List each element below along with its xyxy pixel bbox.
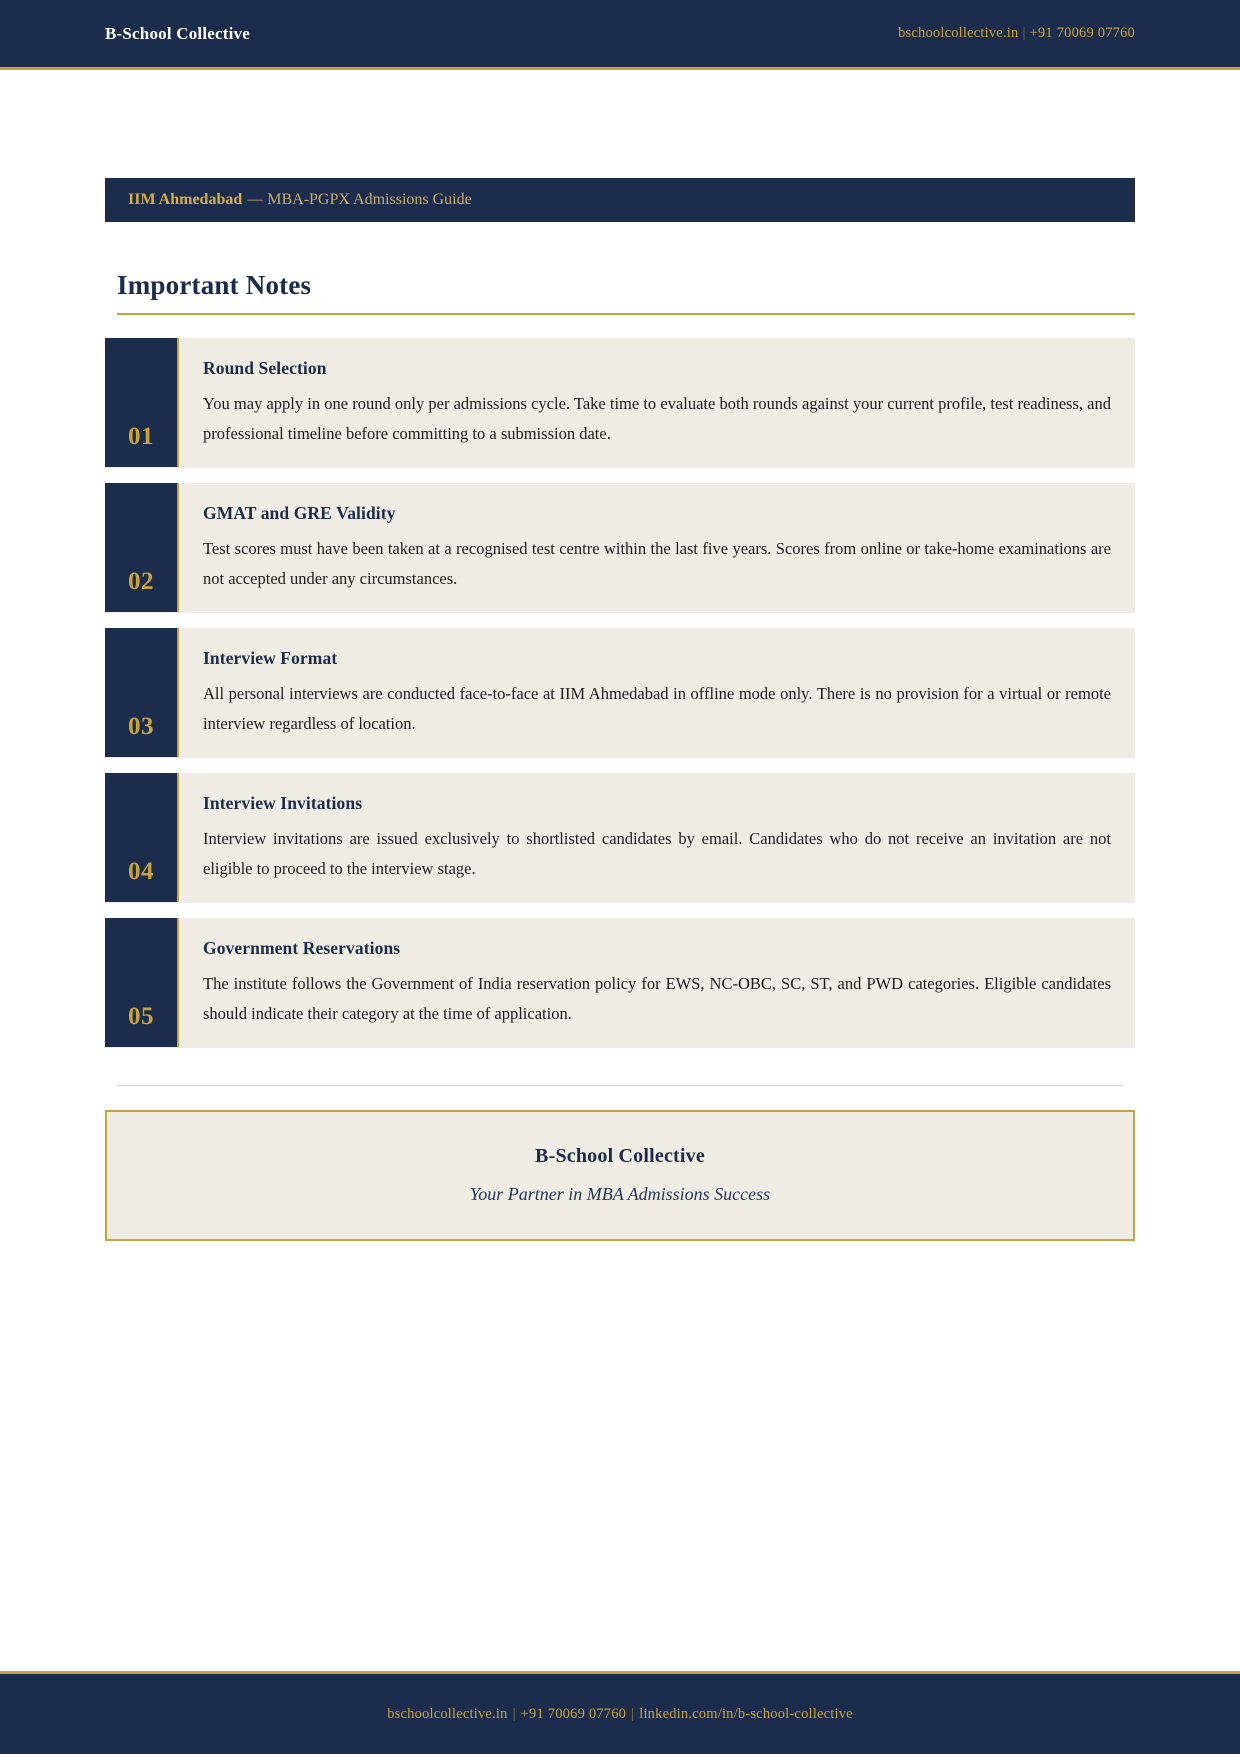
note-card — [105, 628, 1135, 757]
section-heading-rule — [117, 313, 1135, 315]
note-body — [179, 338, 1135, 467]
note-number: 05 — [128, 1003, 154, 1031]
footer-separator-2: | — [631, 1705, 635, 1722]
note-body — [179, 773, 1135, 902]
page-footer — [0, 1671, 1240, 1754]
note-number-block — [105, 483, 179, 612]
note-body — [179, 918, 1135, 1047]
header-brand: B-School Collective — [105, 23, 250, 43]
note-text: You may apply in one round only per admissions cycle. Take time to evaluate both rounds against your current profile, test readiness, and professional timeline before committing to a submission date. — [203, 394, 1111, 444]
note-card — [105, 918, 1135, 1047]
page-header — [0, 0, 1240, 70]
note-number-block — [105, 628, 179, 757]
header-phone[interactable]: +91 70069 07760 — [1029, 25, 1135, 41]
section-divider — [117, 1085, 1123, 1086]
footer-contact-line — [387, 1706, 853, 1723]
footer-linkedin[interactable]: linkedin.com/in/b-school-collective — [639, 1705, 853, 1722]
note-number: 02 — [128, 568, 154, 596]
banner-subtitle: — MBA-PGPX Admissions Guide — [247, 191, 472, 208]
note-number: 01 — [128, 423, 154, 451]
note-title: Government Reservations — [203, 938, 401, 959]
note-number-block — [105, 338, 179, 467]
page-content — [0, 178, 1240, 1241]
note-card — [105, 338, 1135, 467]
note-title: Interview Format — [203, 648, 338, 669]
note-body — [179, 628, 1135, 757]
note-number: 04 — [128, 858, 154, 886]
note-title: Interview Invitations — [203, 793, 363, 814]
note-number-block — [105, 773, 179, 902]
note-text: The institute follows the Government of India reservation policy for EWS, NC-OBC, SC, ST, and PWD categories. Eligible candidates should indicate their category at the time of application. — [203, 974, 1111, 1024]
note-body — [179, 483, 1135, 612]
footer-phone[interactable]: +91 70069 07760 — [520, 1705, 627, 1722]
note-title: Round Selection — [203, 358, 327, 378]
note-text: Interview invitations are issued exclusively to shortlisted candidates by email. Candidates who do not receive an invitation are not eligible to proceed to the interview stage. — [203, 829, 1111, 879]
footer-separator-1: | — [512, 1705, 516, 1722]
note-title: GMAT and GRE Validity — [203, 503, 396, 524]
header-contact — [898, 25, 1135, 42]
note-card — [105, 773, 1135, 902]
guide-banner — [105, 178, 1135, 222]
note-number: 03 — [128, 713, 154, 741]
signature-tagline: Your Partner in MBA Admissions Success — [469, 1184, 771, 1205]
signature-brand: B-School Collective — [535, 1145, 705, 1168]
signature-box — [105, 1110, 1135, 1241]
header-separator: | — [1022, 25, 1026, 41]
note-card — [105, 483, 1135, 612]
section-heading: Important Notes — [117, 270, 312, 300]
note-text: All personal interviews are conducted face-to-face at IIM Ahmedabad in offline mode only. There is no provision for a virtual or remote interview regardless of location. — [203, 684, 1111, 734]
notes-list — [105, 338, 1135, 1047]
note-text: Test scores must have been taken at a recognised test centre within the last five years. Scores from online or take-home examinations are not accepted under any circumstances. — [203, 539, 1111, 589]
banner-institute-name: IIM Ahmedabad — [128, 191, 243, 208]
note-number-block — [105, 918, 179, 1047]
header-website[interactable]: bschoolcollective.in — [898, 25, 1019, 41]
footer-website[interactable]: bschoolcollective.in — [387, 1705, 508, 1722]
